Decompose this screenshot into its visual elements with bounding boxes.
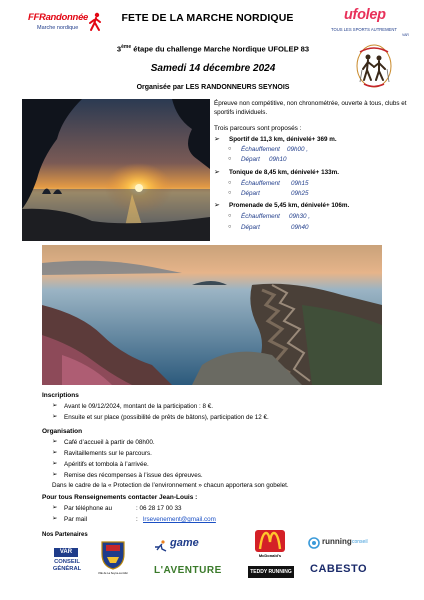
arrow-bullet-icon: ➢ bbox=[52, 471, 58, 478]
ffrandonnee-brand: FFRandonnée bbox=[28, 12, 89, 23]
sunset-photo bbox=[22, 99, 210, 241]
cabesto-logo: CABESTO bbox=[310, 563, 368, 575]
route-3-start-time: 09h40 bbox=[291, 224, 309, 231]
conseil-general-var-logo: VAR CONSEIL GÉNÉRAL bbox=[52, 549, 82, 572]
ufolep-region: VAR bbox=[402, 33, 409, 37]
routes-title: Trois parcours sont proposés : bbox=[214, 125, 302, 132]
running-conseil-logo: running conseil bbox=[308, 535, 378, 555]
contact-title: Pour tous Renseignements contacter Jean-Louis : bbox=[42, 494, 198, 501]
bullet-circle-icon: ○ bbox=[228, 190, 232, 196]
ufolep-wordmark: ufolep bbox=[344, 7, 386, 23]
phone-number[interactable]: : 06 28 17 00 33 bbox=[136, 505, 182, 512]
route-1-start-time: 09h10 bbox=[269, 156, 287, 163]
stage-subtitle: 3ème étape du challenge Marche Nordique UFOLEP 83 bbox=[116, 44, 310, 54]
arrow-bullet-icon: ➢ bbox=[52, 438, 58, 445]
ffrandonnee-subtitle: Marche nordique bbox=[37, 25, 79, 31]
environment-note: Dans le cadre de la « Protection de l’environnement » chacun apportera son gobelet. bbox=[52, 482, 289, 489]
inscription-item: Avant le 09/12/2024, montant de la participation : 8 €. bbox=[64, 403, 214, 410]
route-2-warmup-label: Échauffement bbox=[241, 180, 280, 187]
route-3-warmup-label: Échauffement bbox=[241, 213, 280, 220]
route-1-warmup-time: 09h00 , bbox=[287, 146, 309, 153]
bullet-circle-icon: ○ bbox=[228, 156, 232, 162]
arrow-bullet-icon: ➢ bbox=[52, 402, 58, 409]
route-1-label: Sportif de 11,3 km, dénivelé+ 369 m. bbox=[229, 136, 337, 143]
route-3-label: Promenade de 5,45 km, dénivelé+ 106m. bbox=[229, 202, 350, 209]
arrow-bullet-icon: ➢ bbox=[52, 413, 58, 420]
bullet-circle-icon: ○ bbox=[228, 224, 232, 230]
organisation-item: Apéritifs et tombola à l’arrivée. bbox=[64, 461, 149, 468]
coastal-path-photo bbox=[42, 245, 382, 385]
page-title: FETE DE LA MARCHE NORDIQUE bbox=[121, 12, 294, 24]
route-arrow-icon: ➢ bbox=[214, 169, 220, 176]
route-3-start-label: Départ bbox=[241, 224, 260, 231]
seyne-coat-of-arms-logo: Ville de La Seyne-sur-Mer bbox=[96, 540, 130, 582]
arrow-bullet-icon: ➢ bbox=[52, 504, 58, 511]
organisation-item: Remise des récompenses à l’issue des épreuves. bbox=[64, 472, 203, 479]
mail-label: Par mail bbox=[64, 516, 88, 523]
nordic-walker-icon bbox=[88, 12, 104, 32]
route-2-start-label: Départ bbox=[241, 190, 260, 197]
route-3-warmup-time: 09h30 , bbox=[289, 213, 311, 220]
bullet-circle-icon: ○ bbox=[228, 146, 232, 152]
phone-label: Par téléphone au bbox=[64, 505, 112, 512]
ufolep-tagline: TOUS LES SPORTS AUTREMENT bbox=[331, 27, 397, 32]
route-arrow-icon: ➢ bbox=[214, 202, 220, 209]
route-2-label: Tonique de 8,45 km, dénivelé+ 133m. bbox=[229, 169, 339, 176]
route-1-warmup-label: Échauffement bbox=[241, 146, 280, 153]
route-arrow-icon: ➢ bbox=[214, 136, 220, 143]
mail-colon: : bbox=[136, 516, 138, 523]
event-description: Épreuve non compétitive, non chronométrée, ouverte à tous, clubs et sportifs individuels. bbox=[214, 100, 407, 116]
teddy-running-logo: TEDDY RUNNING bbox=[248, 563, 294, 581]
bullet-circle-icon: ○ bbox=[228, 213, 232, 219]
partners-title: Nos Partenaires bbox=[42, 532, 88, 538]
route-2-start-time: 09h25 bbox=[291, 190, 309, 197]
organisation-item: Café d’accueil à partir de 08h00. bbox=[64, 439, 155, 446]
golden-arches-icon bbox=[255, 530, 285, 552]
game-logo: game bbox=[152, 537, 208, 555]
club-walkers-logo bbox=[354, 42, 394, 92]
route-2-warmup-time: 09h15 bbox=[291, 180, 309, 187]
event-date: Samedi 14 décembre 2024 bbox=[150, 63, 276, 74]
ffrandonnee-logo bbox=[28, 10, 106, 42]
ufolep-logo bbox=[330, 8, 410, 38]
route-1-start-label: Départ bbox=[241, 156, 260, 163]
organizer: Organisée par LES RANDONNEURS SEYNOIS bbox=[136, 84, 290, 91]
mcdonalds-logo: McDonald's bbox=[250, 530, 290, 560]
organisation-item: Ravitaillements sur le parcours. bbox=[64, 450, 152, 457]
arrow-bullet-icon: ➢ bbox=[52, 515, 58, 522]
email-link[interactable]: lrsevenement@gmail.com bbox=[143, 516, 216, 523]
coat-of-arms-icon bbox=[100, 540, 126, 570]
inscription-item: Ensuite et sur place (possibilité de prêts de bâtons), participation de 12 €. bbox=[64, 414, 269, 421]
arrow-bullet-icon: ➢ bbox=[52, 460, 58, 467]
aventure-logo: L'AVENTURE bbox=[154, 565, 222, 576]
organisation-title: Organisation bbox=[42, 428, 83, 435]
bullet-circle-icon: ○ bbox=[228, 180, 232, 186]
inscriptions-title: Inscriptions bbox=[42, 392, 79, 399]
running-swirl-icon bbox=[308, 537, 320, 549]
arrow-bullet-icon: ➢ bbox=[52, 449, 58, 456]
runner-icon bbox=[152, 540, 168, 552]
